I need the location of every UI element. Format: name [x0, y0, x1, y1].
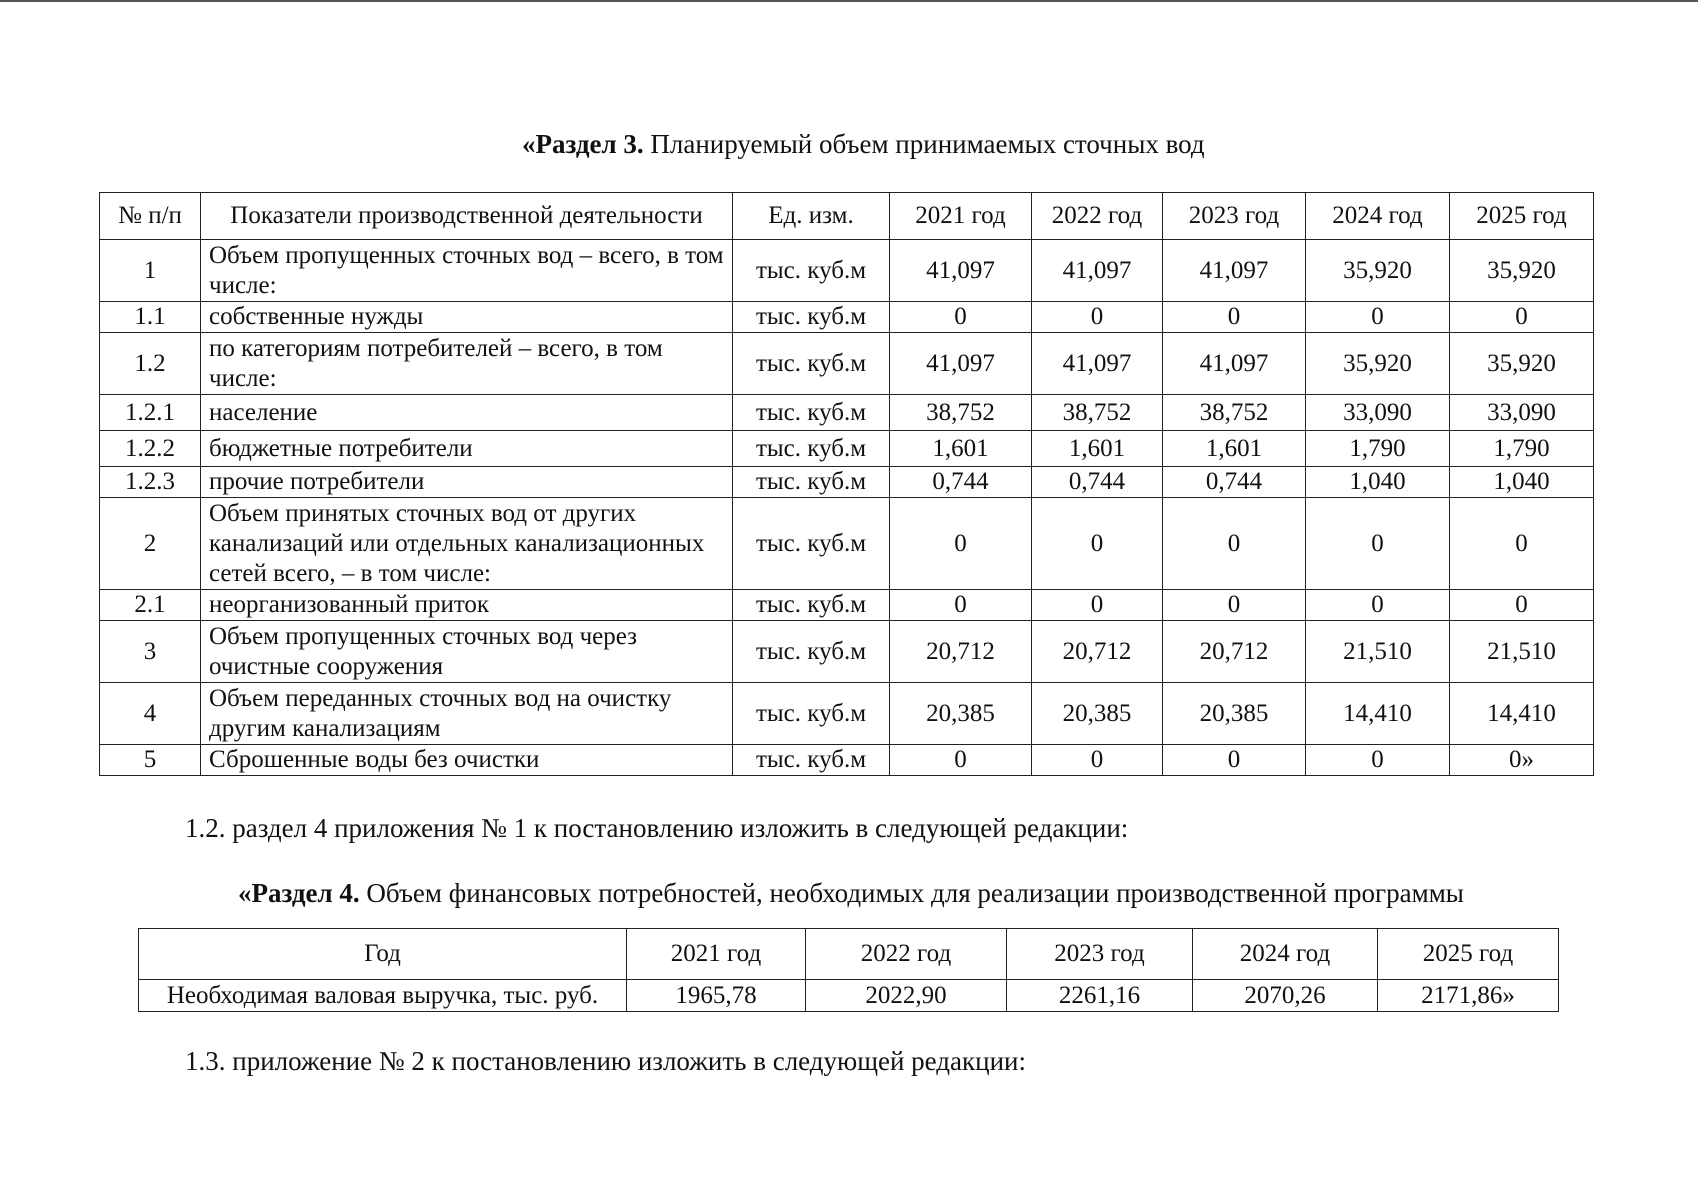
- table4-col-header: 2021 год: [627, 929, 806, 980]
- table4-value: 2171,86»: [1378, 980, 1559, 1012]
- row-unit: тыс. куб.м: [733, 683, 890, 745]
- table3-col-header: 2022 год: [1032, 193, 1163, 240]
- row-indicator: Объем пропущенных сточных вод через очистные сооружения: [201, 621, 733, 683]
- row-value: 0: [1163, 498, 1306, 590]
- row-value: 20,712: [890, 621, 1032, 683]
- row-value: 0: [1163, 302, 1306, 333]
- row-indicator: собственные нужды: [201, 302, 733, 333]
- row-value: 0: [1450, 498, 1594, 590]
- row-unit: тыс. куб.м: [733, 498, 890, 590]
- table4-value: 2261,16: [1007, 980, 1193, 1012]
- table3-row: [100, 590, 1594, 621]
- paragraph-1-2: 1.2. раздел 4 приложения № 1 к постановлению изложить в следующей редакции:: [185, 813, 1129, 843]
- row-value: 0: [1032, 590, 1163, 621]
- table3-row: [100, 498, 1594, 590]
- row-value: 0»: [1450, 745, 1594, 776]
- row-indicator: Объем переданных сточных вод на очистку другим канализациям: [201, 683, 733, 745]
- row-value: 20,712: [1032, 621, 1163, 683]
- section3-heading-rest: Планируемый объем принимаемых сточных вод: [643, 129, 1205, 159]
- row-value: 33,090: [1306, 395, 1450, 431]
- row-value: 21,510: [1450, 621, 1594, 683]
- table3-col-header: № п/п: [100, 193, 201, 240]
- row-value: 21,510: [1306, 621, 1450, 683]
- row-number: 1.2.2: [100, 431, 201, 467]
- row-value: 0: [1032, 302, 1163, 333]
- row-value: 41,097: [1032, 333, 1163, 395]
- table4-value: 1965,78: [627, 980, 806, 1012]
- row-value: 1,040: [1306, 467, 1450, 498]
- row-number: 3: [100, 621, 201, 683]
- row-value: 1,790: [1306, 431, 1450, 467]
- section4-heading-bold: «Раздел 4.: [238, 878, 360, 908]
- top-rule: [0, 0, 1698, 2]
- row-number: 4: [100, 683, 201, 745]
- row-value: 0,744: [890, 467, 1032, 498]
- paragraph-1-3: 1.3. приложение № 2 к постановлению изложить в следующей редакции:: [185, 1046, 1026, 1076]
- row-value: 35,920: [1450, 240, 1594, 302]
- row-value: 0: [1163, 745, 1306, 776]
- row-value: 20,385: [1032, 683, 1163, 745]
- table4-value: 2070,26: [1193, 980, 1378, 1012]
- row-number: 2: [100, 498, 201, 590]
- row-value: 41,097: [1163, 333, 1306, 395]
- table4-col-header: Год: [139, 929, 627, 980]
- row-indicator: неорганизованный приток: [201, 590, 733, 621]
- row-number: 2.1: [100, 590, 201, 621]
- section4-heading-rest: Объем финансовых потребностей, необходимых для реализации производственной программы: [359, 878, 1464, 908]
- row-value: 0: [890, 745, 1032, 776]
- wastewater-volume-table: [99, 192, 1594, 776]
- row-value: 38,752: [1032, 395, 1163, 431]
- table4-value: 2022,90: [806, 980, 1007, 1012]
- row-number: 1: [100, 240, 201, 302]
- row-value: 0: [1450, 590, 1594, 621]
- table3-header-row: [100, 193, 1594, 240]
- row-value: 41,097: [890, 240, 1032, 302]
- row-value: 38,752: [1163, 395, 1306, 431]
- row-indicator: по категориям потребителей – всего, в том числе:: [201, 333, 733, 395]
- row-value: 0,744: [1163, 467, 1306, 498]
- row-value: 20,712: [1163, 621, 1306, 683]
- row-unit: тыс. куб.м: [733, 395, 890, 431]
- table4-row-label: Необходимая валовая выручка, тыс. руб.: [139, 980, 627, 1012]
- row-value: 1,601: [1032, 431, 1163, 467]
- row-value: 0: [1163, 590, 1306, 621]
- row-value: 35,920: [1450, 333, 1594, 395]
- row-value: 33,090: [1450, 395, 1594, 431]
- row-value: 14,410: [1306, 683, 1450, 745]
- table3-col-header: Ед. изм.: [733, 193, 890, 240]
- row-indicator: Сброшенные воды без очистки: [201, 745, 733, 776]
- table3-row: [100, 431, 1594, 467]
- table4-col-header: 2025 год: [1378, 929, 1559, 980]
- row-unit: тыс. куб.м: [733, 240, 890, 302]
- row-value: 0: [890, 498, 1032, 590]
- row-indicator: Объем пропущенных сточных вод – всего, в том числе:: [201, 240, 733, 302]
- row-value: 1,601: [1163, 431, 1306, 467]
- row-unit: тыс. куб.м: [733, 467, 890, 498]
- row-value: 0: [1306, 590, 1450, 621]
- row-value: 1,040: [1450, 467, 1594, 498]
- row-unit: тыс. куб.м: [733, 590, 890, 621]
- row-value: 1,601: [890, 431, 1032, 467]
- section3-heading-bold: «Раздел 3.: [522, 129, 644, 159]
- table3-col-header: Показатели производственной деятельности: [201, 193, 733, 240]
- table3-row: [100, 395, 1594, 431]
- row-unit: тыс. куб.м: [733, 333, 890, 395]
- table4-row: [139, 980, 1559, 1012]
- row-number: 1.2: [100, 333, 201, 395]
- financial-needs-table: [138, 928, 1559, 1012]
- section4-heading: [238, 880, 1464, 907]
- row-number: 5: [100, 745, 201, 776]
- table4-col-header: 2023 год: [1007, 929, 1193, 980]
- row-unit: тыс. куб.м: [733, 621, 890, 683]
- row-value: 0: [1306, 302, 1450, 333]
- row-indicator: население: [201, 395, 733, 431]
- row-indicator: Объем принятых сточных вод от других канализаций или отдельных канализационных сетей всего, – в том числе:: [201, 498, 733, 590]
- row-value: 0: [1032, 498, 1163, 590]
- row-number: 1.2.3: [100, 467, 201, 498]
- section3-heading: [522, 131, 1205, 158]
- row-value: 35,920: [1306, 333, 1450, 395]
- row-value: 41,097: [1032, 240, 1163, 302]
- table3-row: [100, 745, 1594, 776]
- row-value: 35,920: [1306, 240, 1450, 302]
- table4-header-row: [139, 929, 1559, 980]
- table3-row: [100, 240, 1594, 302]
- row-value: 0: [890, 590, 1032, 621]
- row-value: 20,385: [1163, 683, 1306, 745]
- table3-col-header: 2021 год: [890, 193, 1032, 240]
- table3-col-header: 2023 год: [1163, 193, 1306, 240]
- row-value: 0: [1032, 745, 1163, 776]
- row-indicator: прочие потребители: [201, 467, 733, 498]
- row-unit: тыс. куб.м: [733, 745, 890, 776]
- row-number: 1.1: [100, 302, 201, 333]
- row-unit: тыс. куб.м: [733, 431, 890, 467]
- row-value: 0: [1306, 498, 1450, 590]
- table3-row: [100, 621, 1594, 683]
- row-value: 0: [1450, 302, 1594, 333]
- row-value: 41,097: [1163, 240, 1306, 302]
- row-indicator: бюджетные потребители: [201, 431, 733, 467]
- row-value: 0: [1306, 745, 1450, 776]
- row-value: 0,744: [1032, 467, 1163, 498]
- table3-row: [100, 683, 1594, 745]
- row-value: 1,790: [1450, 431, 1594, 467]
- table4-col-header: 2024 год: [1193, 929, 1378, 980]
- table4-col-header: 2022 год: [806, 929, 1007, 980]
- row-unit: тыс. куб.м: [733, 302, 890, 333]
- row-value: 41,097: [890, 333, 1032, 395]
- row-value: 14,410: [1450, 683, 1594, 745]
- table3-col-header: 2024 год: [1306, 193, 1450, 240]
- table3-row: [100, 333, 1594, 395]
- row-number: 1.2.1: [100, 395, 201, 431]
- table3-row: [100, 467, 1594, 498]
- table3-row: [100, 302, 1594, 333]
- row-value: 0: [890, 302, 1032, 333]
- row-value: 20,385: [890, 683, 1032, 745]
- row-value: 38,752: [890, 395, 1032, 431]
- table3-col-header: 2025 год: [1450, 193, 1594, 240]
